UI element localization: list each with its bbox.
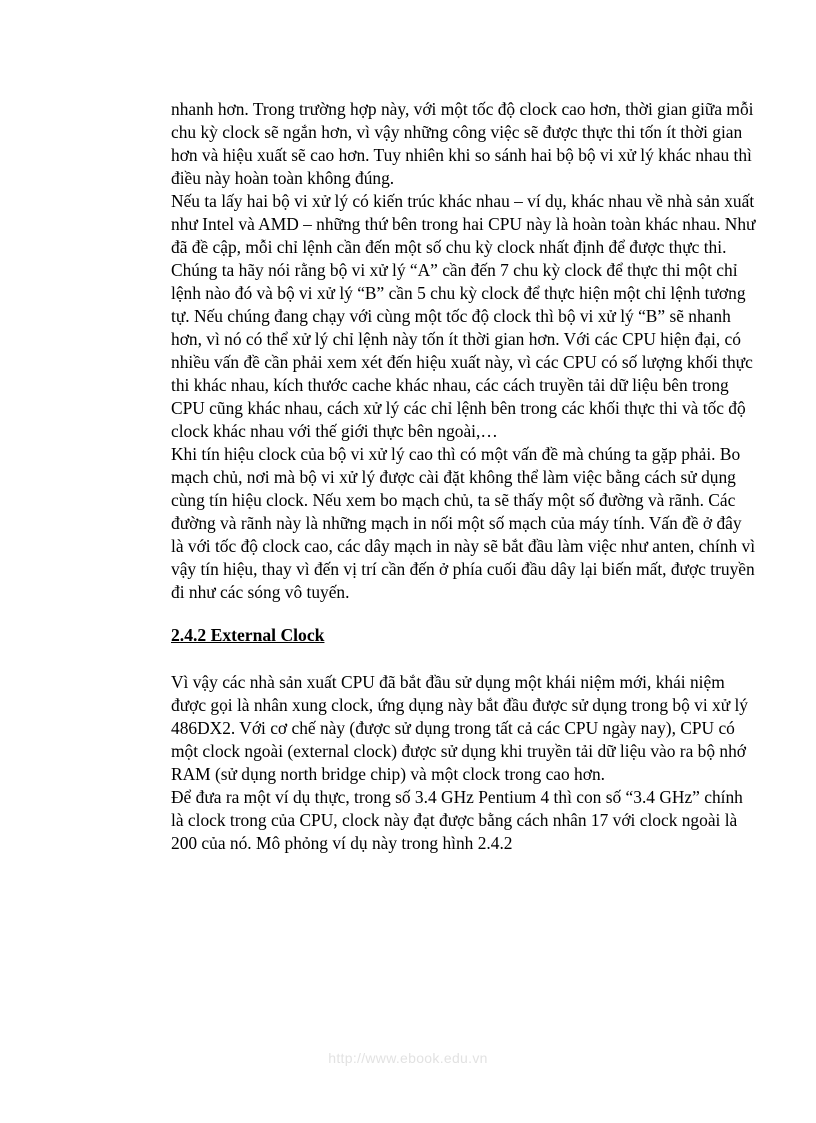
paragraph-motherboard-signal-problem: Khi tín hiệu clock của bộ vi xử lý cao thì có một vấn đề mà chúng ta gặp phải. Bo mạch chủ, nơi mà bộ vi xử lý được cài đặt không thể làm việc bằng cách sử dụng cùng tín hiệu clock. Nếu xem bo mạch chủ, ta sẽ thấy một số đường và rãnh. Các đường và rãnh này là những mạch in nối một số mạch của máy tính. Vấn đề ở đây là với tốc độ clock cao, các dây mạch in này sẽ bắt đầu làm việc như anten, chính vì vậy tín hiệu, thay vì đến vị trí cần đến ở phía cuối đầu dây lại biến mất, được truyền đi như các sóng vô tuyến. xyxy=(171,444,756,602)
document-body xyxy=(171,98,756,855)
paragraph-clock-speed-comparison: nhanh hơn. Trong trường hợp này, với một tốc độ clock cao hơn, thời gian giữa mỗi chu kỳ clock sẽ ngắn hơn, vì vậy những công việc sẽ được thực thi tốn ít thời gian hơn và hiệu xuất sẽ cao hơn. Tuy nhiên khi so sánh hai bộ bộ vi xử lý khác nhau thì điều này hoàn toàn không đúng. xyxy=(171,99,754,188)
paragraph-pentium-example: Để đưa ra một ví dụ thực, trong số 3.4 GHz Pentium 4 thì con số “3.4 GHz” chính là clock trong của CPU, clock này đạt được bằng cách nhân 17 với clock ngoài là 200 của nó. Mô phỏng ví dụ này trong hình 2.4.2 xyxy=(171,787,743,853)
section-heading-external-clock: 2.4.2 External Clock xyxy=(171,625,325,645)
footer-watermark-url: http://www.ebook.edu.vn xyxy=(328,1050,488,1066)
paragraph-architecture-differences: Nếu ta lấy hai bộ vi xử lý có kiến trúc khác nhau – ví dụ, khác nhau về nhà sản xuất như Intel và AMD – những thứ bên trong hai CPU này là hoàn toàn khác nhau. Như đã đề cập, mỗi chỉ lệnh cần đến một số chu kỳ clock nhất định để được thực thi. Chúng ta hãy nói rằng bộ vi xử lý “A” cần đến 7 chu kỳ clock để thực thi một chỉ lệnh nào đó và bộ vi xử lý “B” cần 5 chu kỳ clock để thực hiện một chỉ lệnh tương tự. Nếu chúng đang chạy với cùng một tốc độ clock thì bộ vi xử lý “B” sẽ nhanh hơn, vì nó có thể xử lý chỉ lệnh này tốn ít thời gian hơn. Với các CPU hiện đại, có nhiều vấn đề cần phải xem xét đến hiệu xuất này, vì các CPU có số lượng khối thực thi khác nhau, kích thước cache khác nhau, các cách truyền tải dữ liệu bên trong CPU cũng khác nhau, cách xử lý các chỉ lệnh bên trong các khối thực thi và tốc độ clock khác nhau với thế giới thực bên ngoài,… xyxy=(171,191,756,441)
paragraph-clock-multiplier: Vì vậy các nhà sản xuất CPU đã bắt đầu sử dụng một khái niệm mới, khái niệm được gọi là nhân xung clock, ứng dụng này bắt đầu được sử dụng trong bộ vi xử lý 486DX2. Với cơ chế này (được sử dụng trong tất cả các CPU ngày nay), CPU có một clock ngoài (external clock) được sử dụng khi truyền tải dữ liệu vào ra bộ nhớ RAM (sử dụng north bridge chip) và một clock trong cao hơn. xyxy=(171,672,749,784)
